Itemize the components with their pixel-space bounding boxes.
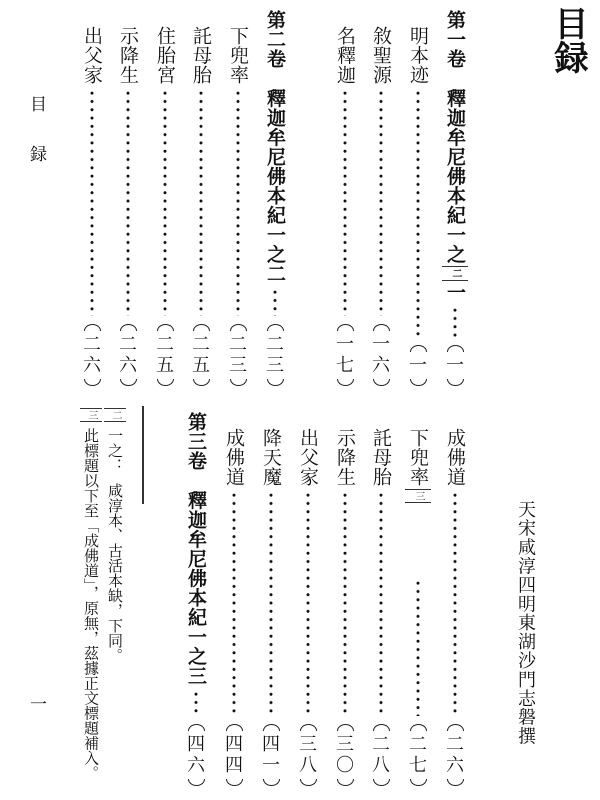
- paren-open: [226, 724, 243, 731]
- page-ref: [225, 324, 251, 386]
- toc-entry-label: [442, 10, 468, 302]
- page-title: 目録: [548, 6, 588, 74]
- page-digit: 七: [336, 355, 354, 376]
- volume-label: 第三卷: [185, 412, 207, 471]
- page-digit: 四: [187, 734, 205, 755]
- page-digit: 五: [192, 355, 210, 376]
- paren-open: [373, 324, 390, 331]
- title-text: 下兜率: [227, 26, 249, 85]
- dot-leader: [79, 89, 105, 317]
- paren-close: [267, 379, 284, 386]
- footnote-text: 此標題以下至「成佛道」，原無，茲據正文標題補入。: [82, 428, 100, 781]
- title-text: 出父家: [297, 428, 319, 487]
- toc-entry-label: [183, 412, 209, 686]
- page-digit: 二: [192, 334, 210, 355]
- title-text: 示降生: [334, 428, 356, 487]
- paren-open: [193, 324, 210, 331]
- paren-close: [230, 379, 247, 386]
- dot-leader: [115, 89, 141, 317]
- dot-leader: [225, 89, 251, 317]
- paren-close: [410, 379, 427, 386]
- margin-title-char-1: 目: [30, 95, 47, 115]
- title-text: 敘聖源: [370, 26, 392, 85]
- page-digit: 一: [372, 334, 390, 355]
- page-digit: 六: [119, 355, 137, 376]
- title-text: 成佛道: [444, 428, 466, 487]
- page-digit: 三: [336, 734, 354, 755]
- dot-leader: [368, 89, 394, 317]
- toc-entry[interactable]: [79, 26, 105, 386]
- paren-close: [410, 779, 427, 786]
- page-digit: 五: [156, 355, 174, 376]
- paren-open: [300, 724, 317, 731]
- page-digit: 二: [229, 334, 247, 355]
- toc-entry-label: [115, 26, 141, 85]
- paren-close: [373, 379, 390, 386]
- toc-entry-label: [152, 26, 178, 85]
- page-digit: 八: [299, 755, 317, 776]
- toc-entry[interactable]: [332, 26, 358, 386]
- toc-entry-label: [258, 428, 284, 487]
- footnote-separator: [142, 406, 144, 504]
- paren-close: [84, 379, 101, 386]
- dot-leader: [183, 690, 209, 717]
- paren-open: [447, 345, 464, 352]
- paren-open: [120, 324, 137, 331]
- toc-entry-label: [332, 428, 358, 487]
- dot-leader: [405, 89, 431, 338]
- page-digit: 七: [409, 755, 427, 776]
- title-text: 釋迦牟尼佛本紀一之三: [185, 490, 207, 686]
- title-text: 出父家: [81, 26, 103, 85]
- dot-leader: [442, 306, 468, 337]
- paren-open: [410, 345, 427, 352]
- dot-leader: [221, 491, 247, 717]
- toc-entry-label: [79, 26, 105, 85]
- title-text: 示降生: [117, 26, 139, 85]
- toc-entry-label: [332, 26, 358, 85]
- paren-close: [120, 379, 137, 386]
- footnote-marker: 三: [80, 408, 102, 422]
- dot-leader: [368, 491, 394, 717]
- page-digit: 四: [262, 734, 280, 755]
- dot-leader: [332, 491, 358, 717]
- page-digit: 四: [225, 734, 243, 755]
- margin-title-char-2: 録: [30, 145, 47, 165]
- footnote-marker: 二: [442, 266, 468, 281]
- page-digit: 四: [225, 755, 243, 776]
- page-ref: [183, 724, 209, 786]
- paren-close: [263, 779, 280, 786]
- toc-entry[interactable]: [221, 428, 247, 786]
- page-digit: 二: [372, 734, 390, 755]
- dot-leader: [332, 89, 358, 317]
- toc-entry-label: [368, 428, 394, 487]
- page-ref: [332, 324, 358, 386]
- toc-entry[interactable]: [368, 26, 394, 386]
- page-ref: [79, 324, 105, 386]
- paren-close: [337, 379, 354, 386]
- dot-leader: [405, 579, 431, 716]
- paren-close: [188, 779, 205, 786]
- title-text: 住胎宮: [154, 26, 176, 85]
- toc-entry[interactable]: [258, 428, 284, 786]
- dot-leader: [442, 491, 468, 717]
- title-text: 下兜率: [407, 428, 429, 487]
- page-digit: 一: [262, 755, 280, 776]
- page-digit: 二: [119, 334, 137, 355]
- title-text: 釋迦牟尼佛本紀一之二: [264, 88, 286, 284]
- toc-volume-heading[interactable]: [262, 10, 288, 386]
- dot-leader: [295, 491, 321, 717]
- paren-open: [84, 324, 101, 331]
- toc-entry-label: [225, 26, 251, 85]
- page-ref: [442, 724, 468, 786]
- toc-entry-label: [368, 26, 394, 85]
- toc-entry-label: [188, 26, 214, 85]
- paren-close: [447, 779, 464, 786]
- page-digit: 三: [266, 355, 284, 376]
- paren-open: [447, 724, 464, 731]
- paren-open: [230, 324, 247, 331]
- page-digit: 二: [266, 334, 284, 355]
- paren-close: [447, 379, 464, 386]
- paren-open: [188, 724, 205, 731]
- paren-close: [337, 779, 354, 786]
- paren-open: [337, 324, 354, 331]
- author-line: 天宋咸淳四明東湖沙門志磐撰: [515, 500, 536, 746]
- page-ref: [405, 724, 431, 786]
- page-digit: 二: [409, 734, 427, 755]
- title-text: 降天魔: [260, 428, 282, 487]
- page-digit: 八: [372, 755, 390, 776]
- page-ref: [221, 724, 247, 786]
- page-ref: [295, 724, 321, 786]
- page-digit: 二: [83, 334, 101, 355]
- page-number: 一: [30, 695, 47, 715]
- page-ref: [152, 324, 178, 386]
- volume-label: 第二卷: [264, 10, 286, 69]
- paren-close: [226, 779, 243, 786]
- toc-entry[interactable]: [405, 26, 431, 386]
- page-ref: [405, 345, 431, 386]
- page-digit: 一: [336, 334, 354, 355]
- page-ref: [262, 324, 288, 386]
- paren-open: [373, 724, 390, 731]
- paren-open: [157, 324, 174, 331]
- page-digit: 一: [409, 355, 427, 376]
- page-digit: 〇: [336, 755, 354, 776]
- page-ref: [332, 724, 358, 786]
- title-suffix: 一: [444, 282, 466, 302]
- toc-entry-label: [221, 428, 247, 487]
- page-ref: [368, 724, 394, 786]
- paren-close: [373, 779, 390, 786]
- toc-entry[interactable]: [442, 428, 468, 786]
- footnote-marker: 二: [104, 408, 126, 422]
- paren-close: [193, 379, 210, 386]
- toc-entry[interactable]: [405, 428, 431, 786]
- footnote: [80, 408, 102, 781]
- page-digit: 六: [372, 355, 390, 376]
- paren-open: [410, 724, 427, 731]
- toc-entry[interactable]: [152, 26, 178, 386]
- toc-entry-label: [295, 428, 321, 487]
- page-digit: 六: [446, 755, 464, 776]
- volume-label: 第一卷: [444, 10, 466, 69]
- page-digit: 六: [83, 355, 101, 376]
- footnote: [104, 408, 126, 663]
- title-text: 名釋迦: [334, 26, 356, 85]
- title-text: 託母胎: [190, 26, 212, 85]
- toc-entry-label: [405, 428, 431, 505]
- toc-entry-label: [262, 10, 288, 284]
- page-ref: [115, 324, 141, 386]
- title-text: 明本迹: [407, 26, 429, 85]
- dot-leader: [152, 89, 178, 317]
- toc-entry[interactable]: [332, 428, 358, 786]
- title-text: 釋迦牟尼佛本紀一之: [444, 88, 466, 264]
- paren-close: [300, 779, 317, 786]
- page-digit: 二: [446, 734, 464, 755]
- page-digit: 六: [187, 755, 205, 776]
- footnote-text: 咸淳本、古活本缺，下同。: [106, 483, 124, 663]
- page-ref: [442, 345, 468, 386]
- toc-entry-label: [442, 428, 468, 487]
- toc-entry[interactable]: [368, 428, 394, 786]
- title-text: 成佛道: [223, 428, 245, 487]
- paren-open: [267, 324, 284, 331]
- toc-entry[interactable]: [295, 428, 321, 786]
- toc-volume-heading[interactable]: [442, 10, 468, 386]
- toc-volume-heading[interactable]: [183, 412, 209, 786]
- page-ref: [188, 324, 214, 386]
- paren-open: [337, 724, 354, 731]
- dot-leader: [262, 288, 288, 317]
- page-digit: 三: [229, 355, 247, 376]
- toc-entry-label: [405, 26, 431, 85]
- page-ref: [258, 724, 284, 786]
- page-digit: 一: [446, 355, 464, 376]
- page-ref: [368, 324, 394, 386]
- dot-leader: [258, 491, 284, 717]
- footnote-head: 一之：: [106, 428, 124, 473]
- footnote-marker: 三: [405, 489, 431, 504]
- page-digit: 三: [299, 734, 317, 755]
- page-digit: 二: [156, 334, 174, 355]
- toc-entry[interactable]: [225, 26, 251, 386]
- paren-open: [263, 724, 280, 731]
- dot-leader: [188, 89, 214, 317]
- toc-entry[interactable]: [188, 26, 214, 386]
- paren-close: [157, 379, 174, 386]
- title-text: 託母胎: [370, 428, 392, 487]
- toc-entry[interactable]: [115, 26, 141, 386]
